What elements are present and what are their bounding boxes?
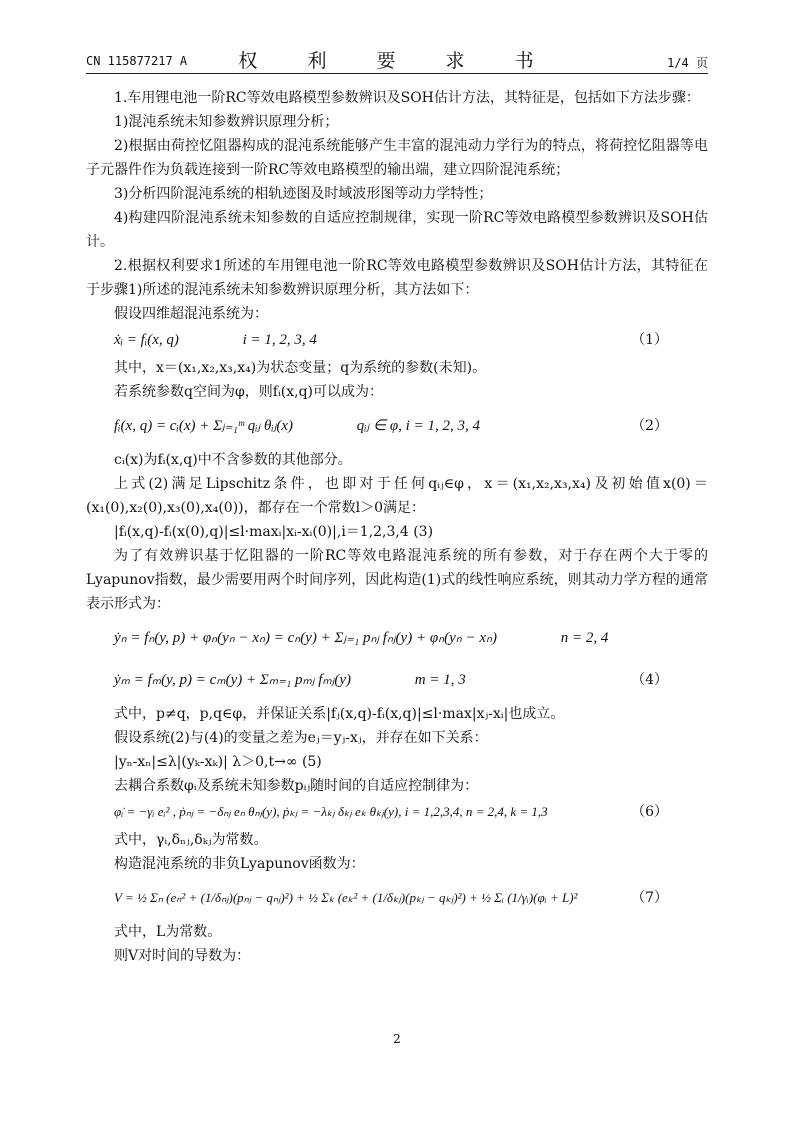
equation-6-number: （6） [631, 804, 668, 820]
construct-v-text: 构造混沌系统的非负Lyapunov函数为： [114, 856, 365, 872]
where-p-text: 式中，p≠q，p,q∈φ，并保证关系|fⱼ(x,q)-fᵢ(x,q)|≤l·max|xⱼ-xᵢ|也成立。 [114, 706, 565, 722]
equation-7-body: V = ½ Σₙ (eₙ² + (1/δₙⱼ)(pₙⱼ − qₙⱼ)²) + ½ Σₖ (eₖ² + (1/δₖⱼ)(pₖⱼ − qₖⱼ)²) + ½ Σᵢ (1/γᵢ)(φᵢ + L)² [114, 890, 578, 905]
ci-note: cᵢ(x)为fᵢ(x,q)中不含参数的其他部分。 [114, 452, 352, 468]
equation-2-number: （2） [631, 418, 668, 434]
equation-1-number: （1） [631, 332, 668, 348]
page-title: 权 利 要 求 书 [238, 50, 556, 72]
equation-6 [86, 800, 708, 826]
equation-3: |fᵢ(x,q)-fᵢ(x(0),q)|≤l·maxᵢ|xᵢ-xᵢ(0)|,i＝1,2,3,4 (3) [114, 524, 434, 540]
equation-4b-body: ẏₘ = fₘ(y, p) = cₘ(y) + Σₘ₌₁ pₘⱼ fₘⱼ(y) [114, 672, 351, 688]
equation-4a [86, 618, 708, 658]
assume-text: 假设四维超混沌系统为： [114, 306, 268, 322]
equation-7-number: （7） [631, 890, 668, 906]
l-const-text: 式中，L为常数。 [114, 924, 222, 940]
page-indicator: 1/4 页 [667, 56, 708, 70]
equation-1 [86, 328, 708, 354]
claim1-intro: 1.车用锂电池一阶RC等效电路模型参数辨识及SOH估计方法，其特征是，包括如下方法步骤： [114, 90, 700, 106]
lyapunov-need-text: 为了有效辨识基于忆阻器的一阶RC等效电路混沌系统的所有参数，对于存在两个大于零的Lyapunov指数，最少需要用两个时间序列，因此构造(1)式的线性响应系统，则其动力学方程的通常表示形式为： [86, 548, 708, 612]
header-divider [86, 73, 708, 74]
consts-text: 式中，γᵢ,δₙⱼ,δₖⱼ为常数。 [114, 832, 268, 848]
equation-2-condition: qᵢⱼ ∈ φ, i = 1, 2, 3, 4 [356, 418, 480, 434]
claim1-step3: 3)分析四阶混沌系统的相轨迹图及时域波形图等动力学特性； [114, 186, 493, 202]
claim2-intro: 2.根据权利要求1所述的车用锂电池一阶RC等效电路模型参数辨识及SOH估计方法，其特征在于步骤1)所述的混沌系统未知参数辨识原理分析，其方法如下： [86, 258, 708, 298]
claim1-step2: 2)根据由荷控忆阻器构成的混沌系统能够产生丰富的混沌动力学行为的特点，将荷控忆阻器等电子元器件作为负载连接到一阶RC等效电路模型的输出端，建立四阶混沌系统； [86, 138, 708, 178]
equation-6-body: φ̇ᵢ = −γᵢ eᵢ² , ṗₙⱼ = −δₙⱼ eₙ θₙⱼ(y), ṗₖⱼ = −λₖⱼ δₖⱼ eₖ θₖⱼ(y), i = 1,2,3,4, n = 2,4, k = 1,3 [114, 804, 548, 819]
lipschitz-text: 上式(2)满足Lipschitz条件，也即对于任何qᵢⱼ∈φ，x＝(x₁,x₂,x₃,x₄)及初始值x(0)＝(x₁(0),x₂(0),x₃(0),x₄(0))，都存在一个常数l＞0满足： [86, 476, 708, 516]
page-number: 2 [393, 1032, 401, 1046]
decouple-text: 去耦合系数φᵢ及系统未知参数pᵢⱼ随时间的自适应控制律为： [114, 778, 479, 794]
equation-7 [86, 878, 708, 918]
claim1-step4: 4)构建四阶混沌系统未知参数的自适应控制规律，实现一阶RC等效电路模型参数辨识及SOH估计。 [86, 210, 708, 250]
if-space-text: 若系统参数q空间为φ，则fᵢ(x,q)可以成为： [114, 384, 383, 400]
equation-5: |yₙ-xₙ|≤λ|(yₖ-xₖ)| λ＞0,t→∞ (5) [114, 754, 322, 770]
equation-1-condition: i = 1, 2, 3, 4 [242, 332, 317, 348]
equation-4-number: （4） [631, 672, 668, 688]
equation-4b-condition: m = 1, 3 [414, 672, 466, 688]
v-derivative-text: 则V对时间的导数为： [114, 948, 251, 964]
assume-diff-text: 假设系统(2)与(4)的变量之差为eⱼ＝yⱼ-xⱼ，并存在如下关系： [114, 730, 488, 746]
claims-body [86, 86, 708, 968]
equation-4a-body: ẏₙ = fₙ(y, p) + φₙ(yₙ − xₙ) = cₙ(y) + Σⱼ₌₁ pₙⱼ fₙⱼ(y) + φₙ(yₙ − xₙ) [114, 630, 497, 646]
claim1-step1: 1)混沌系统未知参数辨识原理分析； [114, 114, 339, 130]
equation-4b [86, 660, 708, 700]
publication-number: CN 115877217 A [86, 54, 188, 68]
equation-4a-condition: n = 2, 4 [560, 630, 609, 646]
where-x-text: 其中，x＝(x₁,x₂,x₃,x₄)为状态变量；q为系统的参数(未知)。 [114, 360, 487, 376]
equation-2 [86, 406, 708, 446]
equation-1-body: ẋᵢ = fᵢ(x, q) [114, 332, 179, 348]
equation-2-body: fᵢ(x, q) = cᵢ(x) + Σⱼ₌₁ᵐ qᵢⱼ θᵢⱼ(x) [114, 418, 294, 434]
